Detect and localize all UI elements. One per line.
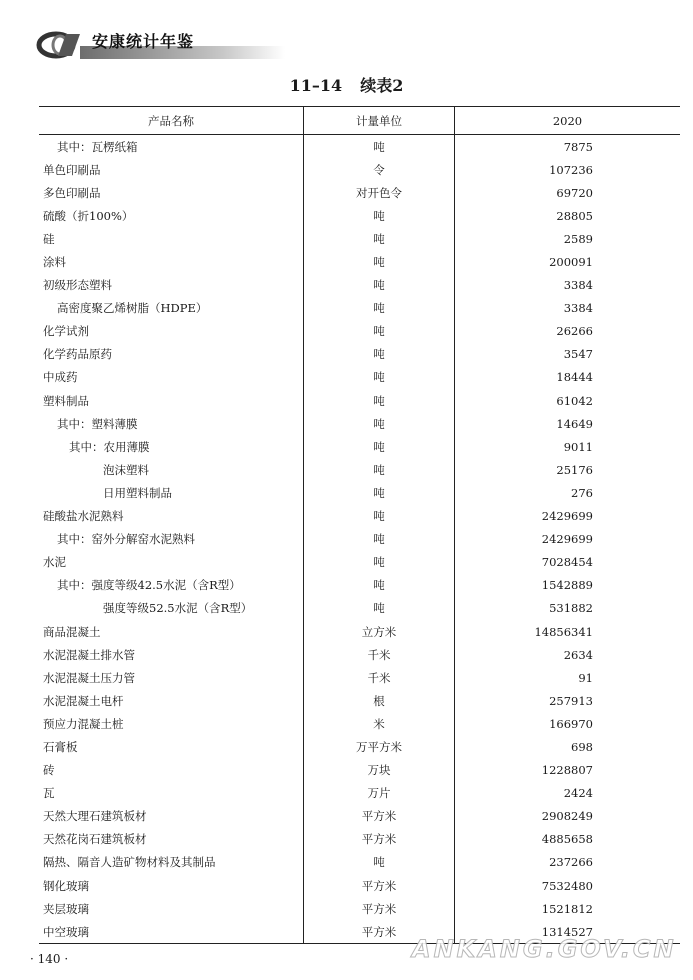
page-number: · 140 · (30, 952, 69, 966)
unit-cell: 根 (304, 689, 455, 712)
value-cell: 2908249 (541, 809, 593, 824)
product-name-cell: 硅酸盐水泥熟料 (39, 505, 304, 528)
yearbook-title: 安康统计年鉴 (92, 32, 195, 51)
product-name-cell: 水泥混凝土电杆 (39, 689, 304, 712)
table-row (39, 597, 680, 620)
product-name-cell: 石膏板 (39, 735, 304, 758)
unit-cell: 立方米 (304, 620, 455, 643)
product-name-cell: 预应力混凝土桩 (39, 712, 304, 735)
table-title-text: 续表2 (360, 76, 404, 95)
value-cell: 91 (578, 670, 593, 685)
product-output-table (39, 106, 680, 944)
column-header-product: 产品名称 (39, 107, 304, 135)
unit-cell: 吨 (304, 366, 455, 389)
value-cell: 25176 (556, 462, 593, 477)
table-row (39, 851, 680, 874)
unit-cell: 吨 (304, 274, 455, 297)
unit-cell: 吨 (304, 343, 455, 366)
value-cell: 4885658 (541, 832, 593, 847)
value-cell: 7875 (563, 139, 593, 154)
unit-cell: 吨 (304, 597, 455, 620)
value-cell: 3384 (563, 278, 593, 293)
value-cell: 18444 (556, 370, 593, 385)
product-name-cell: 瓦 (39, 782, 304, 805)
table-row (39, 458, 680, 481)
product-name-cell: 硅 (39, 227, 304, 250)
value-cell: 698 (571, 739, 593, 754)
unit-cell: 吨 (304, 320, 455, 343)
table-row (39, 481, 680, 504)
unit-cell: 吨 (304, 435, 455, 458)
value-cell: 531882 (549, 601, 593, 616)
table-row (39, 643, 680, 666)
product-name-cell: 天然花岗石建筑板材 (39, 828, 304, 851)
product-name-cell: 其中：瓦楞纸箱 (39, 135, 304, 159)
unit-cell: 吨 (304, 528, 455, 551)
unit-cell: 千米 (304, 666, 455, 689)
unit-cell: 吨 (304, 851, 455, 874)
product-name-cell: 水泥混凝土排水管 (39, 643, 304, 666)
table-row (39, 274, 680, 297)
product-name-cell: 夹层玻璃 (39, 897, 304, 920)
unit-cell: 吨 (304, 481, 455, 504)
product-name-cell: 中空玻璃 (39, 920, 304, 944)
value-cell: 9011 (563, 439, 593, 454)
table-row (39, 250, 680, 273)
unit-cell: 吨 (304, 458, 455, 481)
product-name-cell: 砖 (39, 759, 304, 782)
table-row (39, 204, 680, 227)
column-header-unit: 计量单位 (304, 107, 455, 135)
table-row (39, 897, 680, 920)
table-row (39, 435, 680, 458)
value-cell: 2429699 (541, 509, 593, 524)
table-row (39, 389, 680, 412)
value-cell: 3547 (563, 347, 593, 362)
unit-cell: 万块 (304, 759, 455, 782)
table-row (39, 158, 680, 181)
unit-cell: 吨 (304, 250, 455, 273)
unit-cell: 万平方米 (304, 735, 455, 758)
value-cell: 14856341 (534, 624, 593, 639)
product-name-cell: 其中：农用薄膜 (39, 435, 304, 458)
product-name-cell: 涂料 (39, 250, 304, 273)
unit-cell: 吨 (304, 574, 455, 597)
table-header-row (39, 107, 680, 135)
product-name-cell: 隔热、隔音人造矿物材料及其制品 (39, 851, 304, 874)
table-body (39, 135, 680, 944)
value-cell: 166970 (549, 716, 593, 731)
table-row (39, 343, 680, 366)
column-header-year: 2020 (455, 107, 681, 135)
table-row (39, 135, 680, 159)
value-cell: 61042 (556, 393, 593, 408)
table-row (39, 297, 680, 320)
value-cell: 2429699 (541, 532, 593, 547)
table-row (39, 828, 680, 851)
product-name-cell: 泡沫塑料 (39, 458, 304, 481)
value-cell: 2424 (563, 786, 593, 801)
unit-cell: 千米 (304, 643, 455, 666)
product-name-cell: 强度等级52.5水泥（含R型） (39, 597, 304, 620)
value-cell: 2589 (563, 231, 593, 246)
unit-cell: 平方米 (304, 897, 455, 920)
value-cell: 69720 (556, 185, 593, 200)
table-row (39, 366, 680, 389)
value-cell: 1542889 (541, 578, 593, 593)
product-name-cell: 其中：塑料薄膜 (39, 412, 304, 435)
unit-cell: 平方米 (304, 828, 455, 851)
value-cell: 2634 (563, 647, 593, 662)
table-row (39, 735, 680, 758)
value-cell: 107236 (549, 162, 593, 177)
unit-cell: 令 (304, 158, 455, 181)
product-name-cell: 多色印刷品 (39, 181, 304, 204)
value-cell: 7532480 (541, 878, 593, 893)
value-cell: 14649 (556, 416, 593, 431)
table-row (39, 759, 680, 782)
table-row (39, 805, 680, 828)
unit-cell: 吨 (304, 505, 455, 528)
value-cell: 237266 (549, 855, 593, 870)
product-name-cell: 高密度聚乙烯树脂（HDPE） (39, 297, 304, 320)
value-cell: 257913 (549, 693, 593, 708)
product-name-cell: 钢化玻璃 (39, 874, 304, 897)
value-cell: 1314527 (455, 920, 681, 944)
value-cell: 1521812 (541, 901, 593, 916)
table-title (0, 73, 693, 96)
table-row (39, 528, 680, 551)
unit-cell: 吨 (304, 389, 455, 412)
unit-cell: 吨 (304, 412, 455, 435)
unit-cell: 吨 (304, 551, 455, 574)
unit-cell: 米 (304, 712, 455, 735)
value-cell: 1228807 (541, 763, 593, 778)
unit-cell: 吨 (304, 204, 455, 227)
table-row (39, 181, 680, 204)
value-cell: 3384 (563, 301, 593, 316)
site-watermark: ANKANG.GOV.CN (412, 935, 677, 963)
product-name-cell: 化学试剂 (39, 320, 304, 343)
product-name-cell: 水泥混凝土压力管 (39, 666, 304, 689)
product-name-cell: 塑料制品 (39, 389, 304, 412)
table-row (39, 874, 680, 897)
unit-cell: 吨 (304, 227, 455, 250)
value-cell: 7028454 (541, 555, 593, 570)
value-cell: 200091 (549, 255, 593, 270)
value-cell: 28805 (556, 208, 593, 223)
unit-cell: 平方米 (304, 874, 455, 897)
product-name-cell: 其中：强度等级42.5水泥（含R型） (39, 574, 304, 597)
table-row (39, 666, 680, 689)
product-name-cell: 初级形态塑料 (39, 274, 304, 297)
table-row (39, 620, 680, 643)
table-row (39, 574, 680, 597)
unit-cell: 平方米 (304, 920, 455, 944)
unit-cell: 万片 (304, 782, 455, 805)
unit-cell: 对开色令 (304, 181, 455, 204)
table-row (39, 227, 680, 250)
product-name-cell: 单色印刷品 (39, 158, 304, 181)
product-name-cell: 中成药 (39, 366, 304, 389)
product-name-cell: 其中：窑外分解窑水泥熟料 (39, 528, 304, 551)
product-name-cell: 日用塑料制品 (39, 481, 304, 504)
table-row (39, 782, 680, 805)
value-cell: 276 (571, 485, 593, 500)
table-row (39, 712, 680, 735)
yearbook-header (36, 28, 256, 62)
table-row (39, 320, 680, 343)
product-name-cell: 化学药品原药 (39, 343, 304, 366)
unit-cell: 平方米 (304, 805, 455, 828)
table-number: 11–14 (289, 76, 343, 95)
product-name-cell: 硫酸（折100%） (39, 204, 304, 227)
table-row (39, 505, 680, 528)
table-row (39, 412, 680, 435)
product-name-cell: 天然大理石建筑板材 (39, 805, 304, 828)
unit-cell: 吨 (304, 297, 455, 320)
product-name-cell: 商品混凝土 (39, 620, 304, 643)
unit-cell: 吨 (304, 135, 455, 159)
table-row (39, 689, 680, 712)
product-name-cell: 水泥 (39, 551, 304, 574)
table-row (39, 551, 680, 574)
value-cell: 26266 (556, 324, 593, 339)
